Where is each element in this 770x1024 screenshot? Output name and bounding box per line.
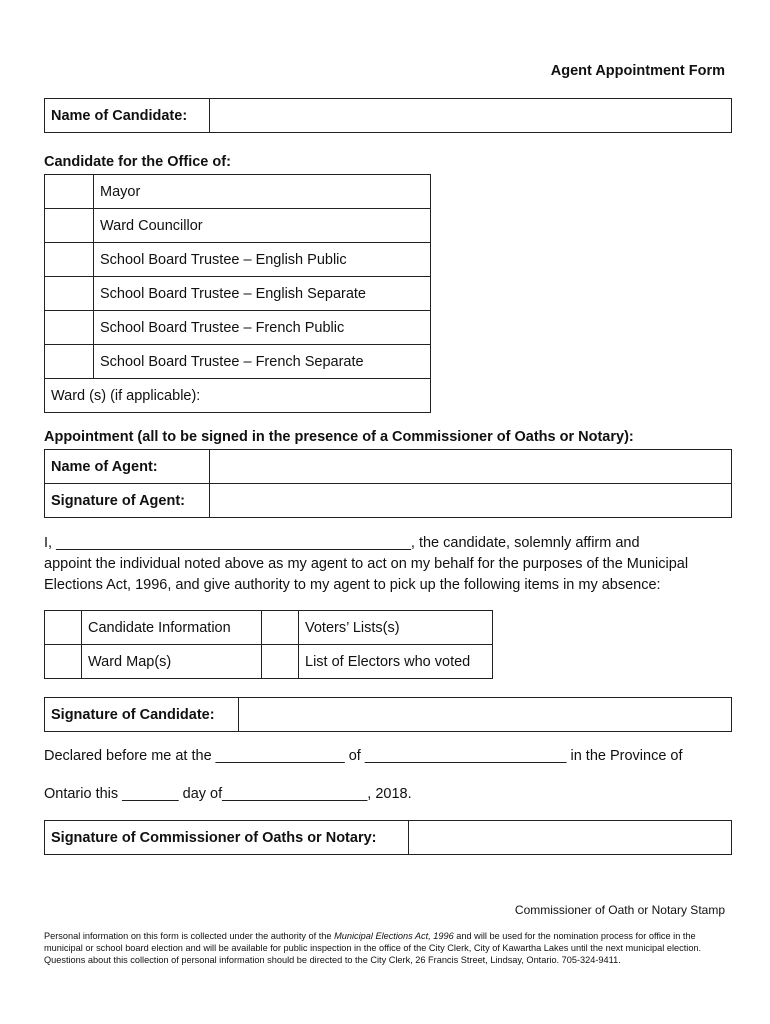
ward-field[interactable] <box>45 379 431 413</box>
candidate-name-label: Name of Candidate: <box>45 99 210 133</box>
item-checkbox-list-of-electors[interactable] <box>262 645 299 679</box>
candidate-signature-table <box>44 697 732 732</box>
item-checkbox-ward-maps[interactable] <box>45 645 82 679</box>
item-list-of-electors: List of Electors who voted <box>299 645 493 679</box>
office-checkbox-ward-councillor[interactable] <box>45 209 94 243</box>
agent-table <box>44 449 732 518</box>
item-ward-maps: Ward Map(s) <box>82 645 262 679</box>
agent-name-field[interactable] <box>210 450 732 484</box>
privacy-notice-part-2: and will be used for the nomination process for office in the municipal or school board election and will be available for public inspection in the office of the City Clerk, City of Kawartha Lakes until the next municipal election. Questions about this collection of personal information should be directed to the City Clerk, 26 Francis Street, Lindsay, Ontario. 705-324-9411. <box>44 931 702 965</box>
office-option-trustee-english-public: School Board Trustee – English Public <box>94 243 431 277</box>
item-checkbox-candidate-information[interactable] <box>45 611 82 645</box>
office-option-trustee-french-public: School Board Trustee – French Public <box>94 311 431 345</box>
candidate-signature-field[interactable] <box>239 698 732 732</box>
office-option-trustee-french-separate: School Board Trustee – French Separate <box>94 345 431 379</box>
office-heading: Candidate for the Office of: <box>44 154 231 170</box>
affirmation-line-3: Elections Act, 1996, and give authority to my agent to pick up the following items in my absence: <box>44 577 661 593</box>
office-option-mayor: Mayor <box>94 175 431 209</box>
agent-signature-field[interactable] <box>210 484 732 518</box>
item-voters-lists: Voters’ Lists(s) <box>299 611 493 645</box>
commissioner-signature-table <box>44 820 732 855</box>
privacy-notice-act-name: Municipal Elections Act, 1996 <box>334 931 454 941</box>
affirmation-line-2: appoint the individual noted above as my agent to act on my behalf for the purposes of the Municipal <box>44 556 689 572</box>
office-checkbox-trustee-english-separate[interactable] <box>45 277 94 311</box>
agent-signature-label: Signature of Agent: <box>45 484 210 518</box>
affirmation-paragraph <box>44 533 744 596</box>
items-table <box>44 610 493 679</box>
candidate-signature-label: Signature of Candidate: <box>45 698 239 732</box>
office-checkbox-mayor[interactable] <box>45 175 94 209</box>
commissioner-signature-field[interactable] <box>409 821 732 855</box>
form-title: Agent Appointment Form <box>550 63 725 79</box>
item-checkbox-voters-lists[interactable] <box>262 611 299 645</box>
office-checkbox-trustee-french-public[interactable] <box>45 311 94 345</box>
office-option-ward-councillor: Ward Councillor <box>94 209 431 243</box>
office-checkbox-trustee-english-public[interactable] <box>45 243 94 277</box>
item-candidate-information: Candidate Information <box>82 611 262 645</box>
commissioner-signature-label: Signature of Commissioner of Oaths or Notary: <box>45 821 409 855</box>
appointment-heading: Appointment (all to be signed in the presence of a Commissioner of Oaths or Notary): <box>44 429 634 445</box>
declaration-line-1: Declared before me at the ________________ of _________________________ in the Province of <box>44 748 683 764</box>
privacy-notice-part-1: Personal information on this form is collected under the authority of the <box>44 931 335 941</box>
stamp-label: Commissioner of Oath or Notary Stamp <box>514 903 725 917</box>
candidate-name-field[interactable] <box>210 99 732 133</box>
candidate-name-table <box>44 98 732 133</box>
agent-name-label: Name of Agent: <box>45 450 210 484</box>
office-table <box>44 174 431 413</box>
affirmation-line-1: I, ____________________________________________, the candidate, solemnly affirm and <box>44 535 640 551</box>
office-option-trustee-english-separate: School Board Trustee – English Separate <box>94 277 431 311</box>
ward-label: Ward (s) (if applicable): <box>51 387 201 404</box>
office-checkbox-trustee-french-separate[interactable] <box>45 345 94 379</box>
privacy-notice <box>44 930 724 966</box>
declaration-line-2: Ontario this _______ day of__________________, 2018. <box>44 786 412 802</box>
